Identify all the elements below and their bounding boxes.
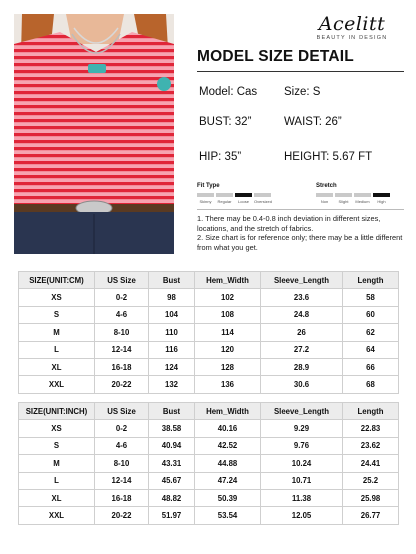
brand-name: Acelitt: [318, 13, 386, 35]
table-cell: 0-2: [95, 289, 149, 306]
header-cell: Sleeve_Length: [261, 403, 343, 420]
table-cell: 9.29: [261, 420, 343, 437]
table-cell: 22.83: [343, 420, 399, 437]
table-cell: 48.82: [149, 489, 195, 506]
table-cell: 43.31: [149, 455, 195, 472]
table-cell: XL: [19, 358, 95, 375]
table-cell: L: [19, 341, 95, 358]
stretch-segment: [354, 193, 371, 197]
header-cell: US Size: [95, 403, 149, 420]
table-cell: M: [19, 455, 95, 472]
stretch-label: Stretch: [316, 183, 337, 189]
model-waist: WAIST: 26”: [284, 116, 342, 128]
table-cell: 16-18: [95, 489, 149, 506]
table-cell: 40.16: [195, 420, 261, 437]
table-cell: 23.6: [261, 289, 343, 306]
size-table-inch: [18, 402, 399, 525]
stretch-segment: [373, 193, 390, 197]
table-cell: S: [19, 437, 95, 454]
stretch-segment: [335, 193, 352, 197]
table-cell: 26.77: [343, 507, 399, 524]
table-cell: 64: [343, 341, 399, 358]
fit-type-segment: [216, 193, 233, 197]
table-cell: 128: [195, 358, 261, 375]
model-size: Size: S: [284, 86, 321, 98]
table-row: [19, 289, 399, 306]
title-divider: [197, 71, 404, 72]
header-cell: US Size: [95, 272, 149, 289]
header-cell: Hem_Width: [195, 403, 261, 420]
table-cell: 20-22: [95, 376, 149, 393]
model-photo-illustration: [14, 14, 174, 254]
table-row: [19, 420, 399, 437]
table-cell: XS: [19, 289, 95, 306]
table-cell: 44.88: [195, 455, 261, 472]
header-cell: Length: [343, 272, 399, 289]
brand-tagline: BEAUTY IN DESIGN: [316, 35, 388, 41]
fit-type-label: Fit Type: [197, 183, 220, 189]
table-cell: 98: [149, 289, 195, 306]
stretch-segment: [316, 193, 333, 197]
table-cell: 136: [195, 376, 261, 393]
table-cell: 10.24: [261, 455, 343, 472]
table-cell: 26: [261, 324, 343, 341]
model-bust: BUST: 32”: [199, 116, 252, 128]
table-cell: 12.05: [261, 507, 343, 524]
table-cell: XXL: [19, 376, 95, 393]
table-cell: 66: [343, 358, 399, 375]
size-notes: [197, 214, 407, 252]
table-cell: 120: [195, 341, 261, 358]
fit-type-options: [197, 199, 271, 204]
note-deviation: 1. There may be 0.4-0.8 inch deviation in different sizes, locations, and the stretch of fabrics.: [197, 214, 381, 233]
table-cell: 38.58: [149, 420, 195, 437]
product-photo: [14, 14, 174, 254]
header-cell: Hem_Width: [195, 272, 261, 289]
table-cell: XXL: [19, 507, 95, 524]
table-row: [19, 489, 399, 506]
header-cell: Sleeve_Length: [261, 272, 343, 289]
scale-divider: [197, 209, 404, 210]
table-cell: 28.9: [261, 358, 343, 375]
fit-type-segment: [197, 193, 214, 197]
stretch-option: Medium: [355, 199, 370, 204]
table-row: [19, 341, 399, 358]
header-cell: SIZE(UNIT:CM): [19, 272, 95, 289]
table-cell: 25.98: [343, 489, 399, 506]
stretch-options: [316, 199, 390, 204]
fit-type-option: Oversized: [254, 199, 273, 204]
page-title: MODEL SIZE DETAIL: [197, 48, 354, 65]
table-cell: 104: [149, 306, 195, 323]
table-cell: 132: [149, 376, 195, 393]
fit-type-option: Regular: [217, 199, 232, 204]
table-cell: 24.8: [261, 306, 343, 323]
table-cell: 124: [149, 358, 195, 375]
table-cell: 12-14: [95, 472, 149, 489]
table-cell: 45.67: [149, 472, 195, 489]
table-cell: M: [19, 324, 95, 341]
stretch-option: Non: [320, 199, 329, 204]
table-cell: 114: [195, 324, 261, 341]
table-cell: 42.52: [195, 437, 261, 454]
table-row: [19, 376, 399, 393]
table-row: [19, 472, 399, 489]
table-header-row: [19, 403, 399, 420]
table-cell: 116: [149, 341, 195, 358]
table-header-row: [19, 272, 399, 289]
table-cell: 47.24: [195, 472, 261, 489]
table-cell: 24.41: [343, 455, 399, 472]
note-reference: 2. Size chart is for reference only; there may be a little different from what you get.: [197, 233, 403, 252]
table-cell: 58: [343, 289, 399, 306]
model-height: HEIGHT: 5.67 FT: [284, 151, 373, 163]
table-cell: 108: [195, 306, 261, 323]
table-cell: L: [19, 472, 95, 489]
table-cell: 60: [343, 306, 399, 323]
table-row: [19, 324, 399, 341]
fit-type-option: Loose: [238, 199, 249, 204]
table-row: [19, 455, 399, 472]
table-cell: 50.39: [195, 489, 261, 506]
table-cell: 51.97: [149, 507, 195, 524]
table-cell: XL: [19, 489, 95, 506]
model-hip: HIP: 35”: [199, 151, 242, 163]
header-cell: Length: [343, 403, 399, 420]
table-cell: 10.71: [261, 472, 343, 489]
table-row: [19, 306, 399, 323]
table-cell: 27.2: [261, 341, 343, 358]
model-name: Model: Cas: [199, 86, 258, 98]
table-cell: 53.54: [195, 507, 261, 524]
table-cell: S: [19, 306, 95, 323]
table-cell: 23.62: [343, 437, 399, 454]
table-cell: 8-10: [95, 455, 149, 472]
header-cell: Bust: [149, 272, 195, 289]
size-table-cm: [18, 271, 399, 394]
header-cell: Bust: [149, 403, 195, 420]
table-row: [19, 437, 399, 454]
table-cell: 12-14: [95, 341, 149, 358]
table-cell: 30.6: [261, 376, 343, 393]
fit-type-segment: [235, 193, 252, 197]
table-cell: 25.2: [343, 472, 399, 489]
table-cell: XS: [19, 420, 95, 437]
table-cell: 0-2: [95, 420, 149, 437]
table-cell: 62: [343, 324, 399, 341]
header-cell: SIZE(UNIT:INCH): [19, 403, 95, 420]
table-cell: 9.76: [261, 437, 343, 454]
table-cell: 102: [195, 289, 261, 306]
brand-logo: [300, 14, 404, 41]
table-cell: 40.94: [149, 437, 195, 454]
table-cell: 20-22: [95, 507, 149, 524]
turquoise-pendant: [88, 64, 106, 73]
table-cell: 8-10: [95, 324, 149, 341]
stretch-option: Slight: [338, 199, 349, 204]
table-row: [19, 507, 399, 524]
stretch-scale: [316, 193, 390, 197]
table-cell: 4-6: [95, 306, 149, 323]
fit-type-option: Skinny: [199, 199, 212, 204]
fit-type-scale: [197, 193, 271, 197]
stretch-option: High: [377, 199, 386, 204]
table-cell: 4-6: [95, 437, 149, 454]
table-row: [19, 358, 399, 375]
table-cell: 16-18: [95, 358, 149, 375]
fit-type-segment: [254, 193, 271, 197]
table-cell: 110: [149, 324, 195, 341]
table-cell: 11.38: [261, 489, 343, 506]
table-cell: 68: [343, 376, 399, 393]
